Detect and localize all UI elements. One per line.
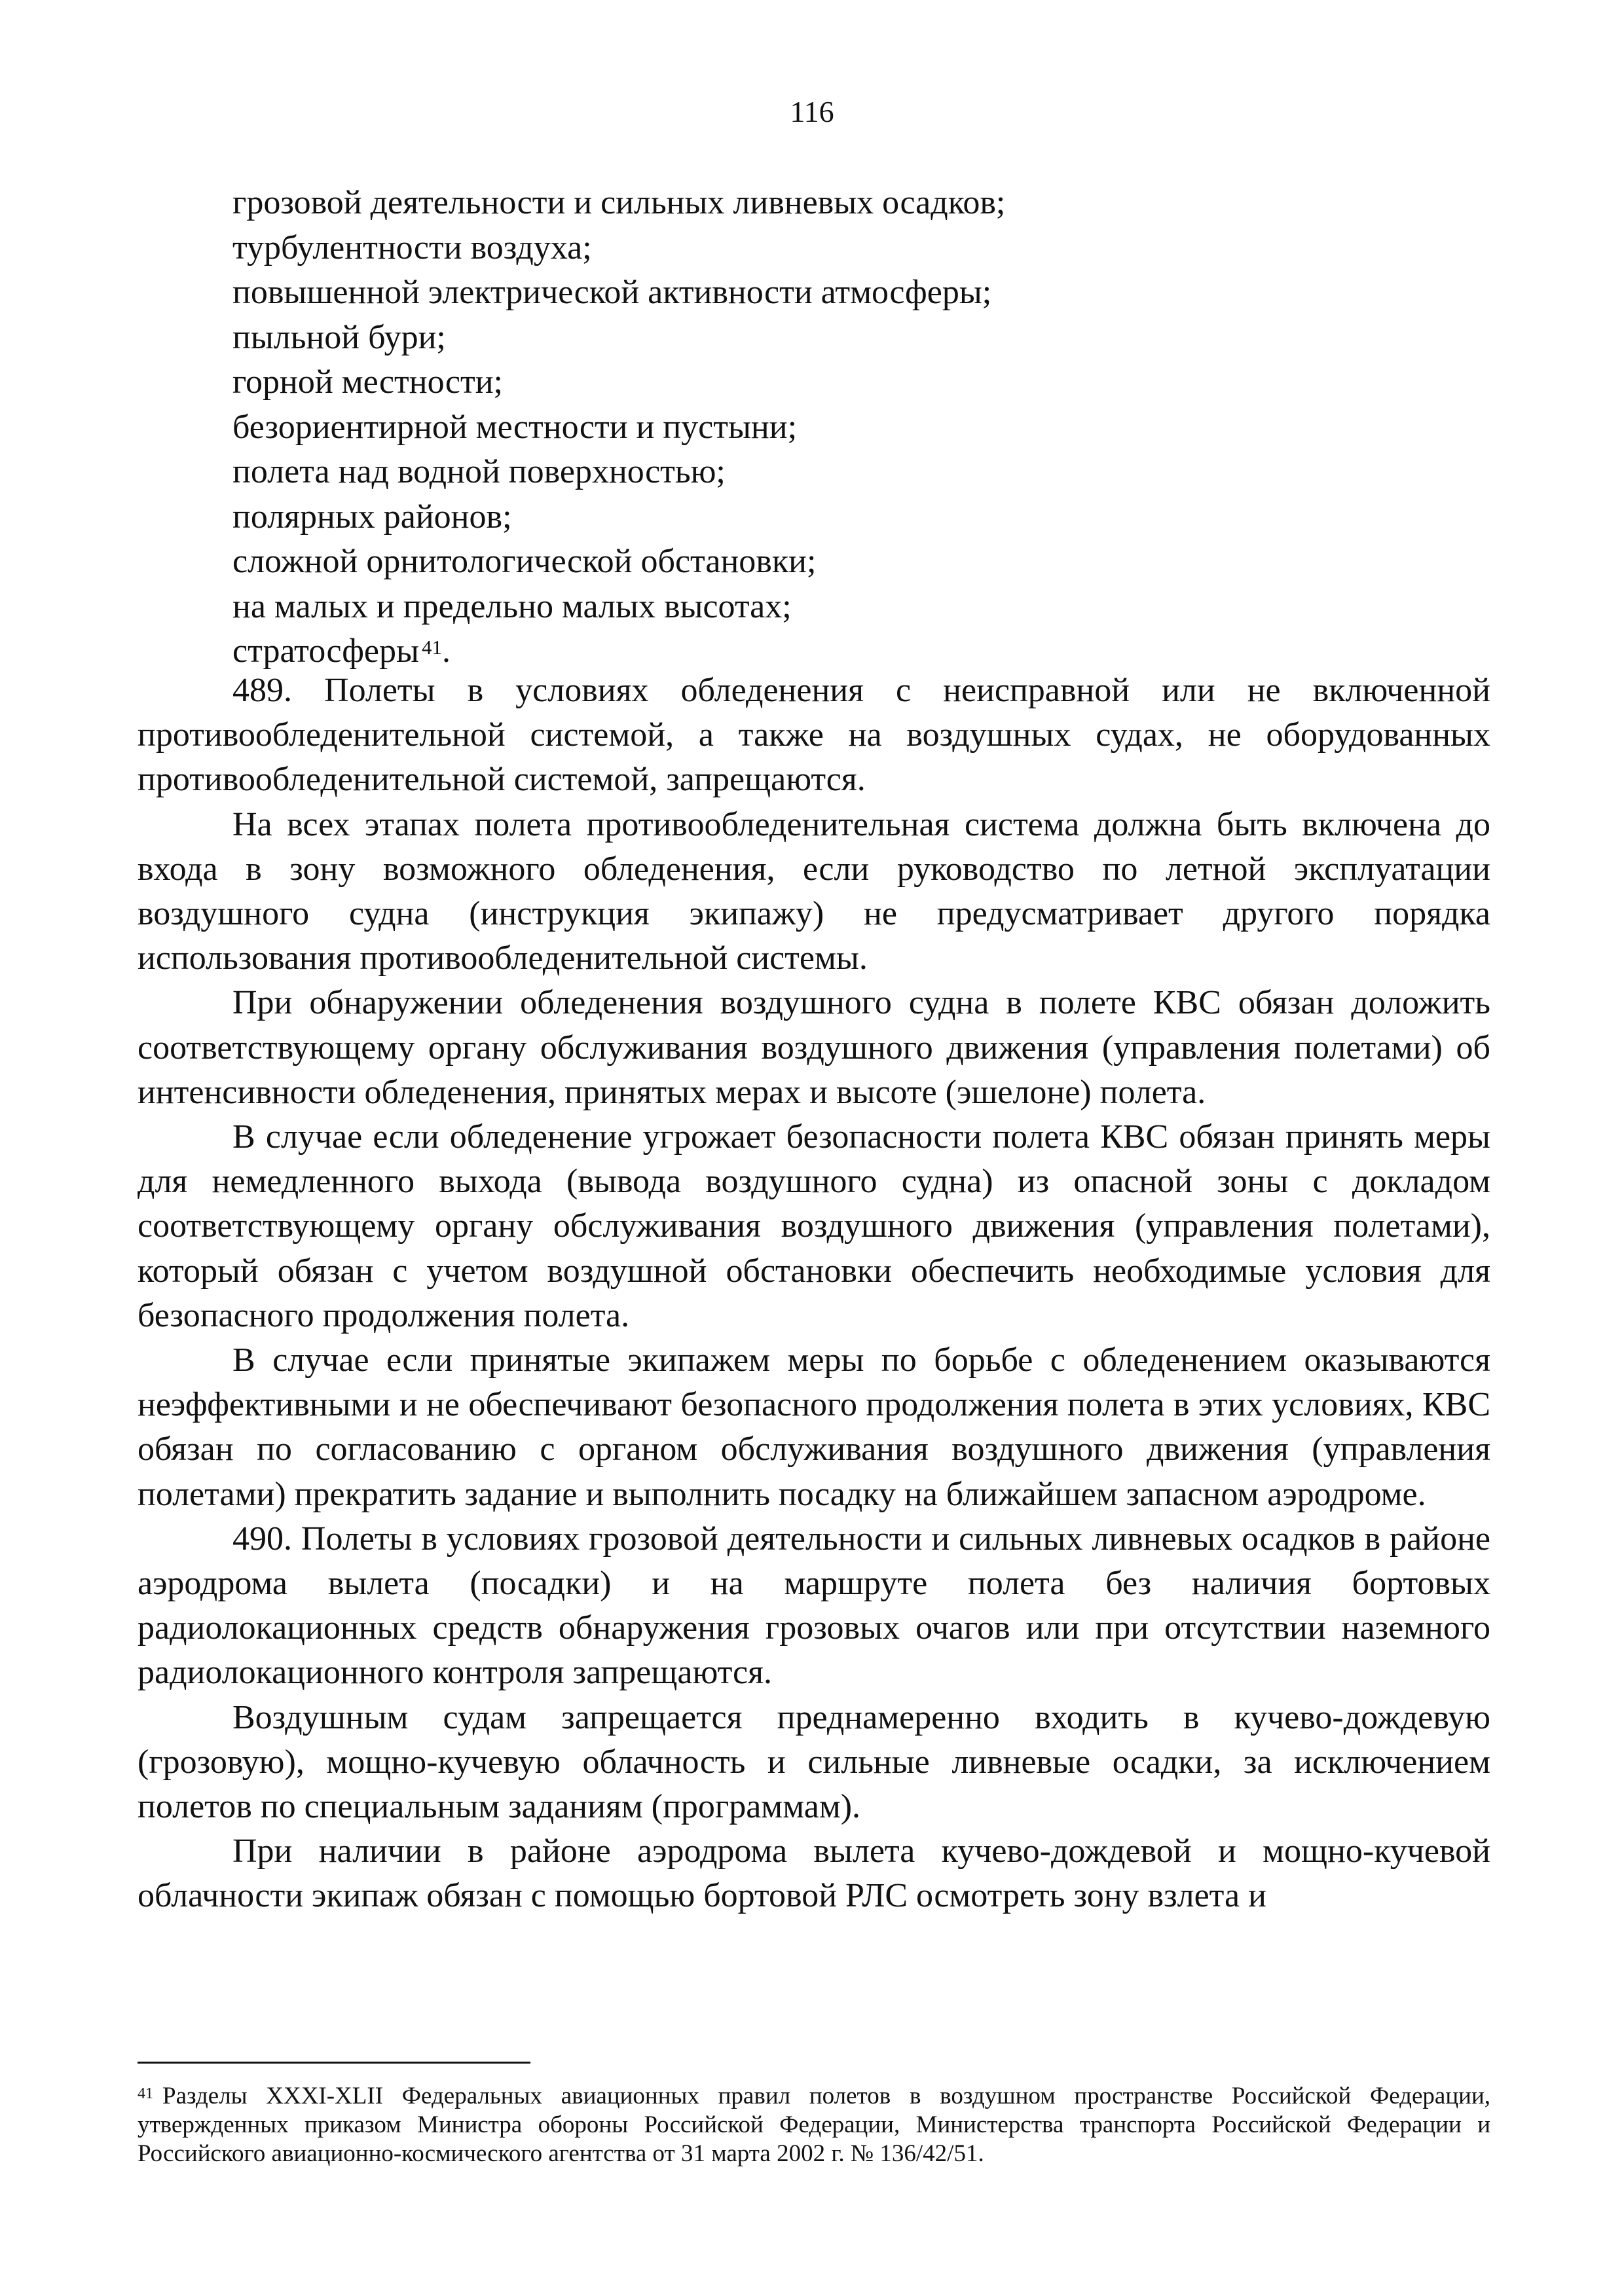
list-item: горной местности;: [232, 363, 503, 401]
list-item-text: стратосферы: [232, 632, 419, 670]
paragraph: При обнаружении обледенения воздушного судна в полете КВС обязан доложить соответствующему органу обслуживания воздушного движения (управления полетами) об интенсивности обледенения, принятых мерах и высоте (эшелоне) полета.: [138, 984, 1490, 1111]
paragraph: При наличии в районе аэродрома вылета кучево-дождевой и мощно-кучевой облачности экипаж обязан с помощью бортовой РЛС осмотреть зону взлета и: [138, 1832, 1490, 1915]
list-item: турбулентности воздуха;: [232, 228, 592, 266]
list-item: на малых и предельно малых высотах;: [232, 587, 792, 625]
paragraph: В случае если обледенение угрожает безопасности полета КВС обязан принять меры для немедленного выхода (вывода воздушного судна) из опасной зоны с докладом соответствующему органу обслуживания воздушного движения (управления полетами), который обязан с учетом воздушной обстановки обеспечить необходимые условия для безопасного продолжения полета.: [138, 1118, 1490, 1334]
list-item: пыльной бури;: [232, 318, 446, 356]
footnote-text: Разделы XXXI-XLII Федеральных авиационных правил полетов в воздушном пространстве Российской Федерации, утвержденных приказом Министра обороны Российской Федерации, Министерства транспорта Российской Федерации и Российского авиационно-космического агентства от 31 марта 2002 г. № 136/42/51.: [138, 2083, 1490, 2167]
body-text: [138, 668, 1490, 1919]
list-item: полярных районов;: [232, 498, 512, 536]
conditions-list: [232, 181, 1477, 674]
paragraph: На всех этапах полета противообледенительная система должна быть включена до входа в зону возможного обледенения, если руководство по летной эксплуатации воздушного судна (инструкция экипажу) не предусматривает другого порядка использования противообледенительной системы.: [138, 805, 1490, 977]
list-item: грозовой деятельности и сильных ливневых осадков;: [232, 184, 1006, 221]
list-item: безориентирной местности и пустыни;: [232, 408, 798, 446]
list-item: полета над водной поверхностью;: [232, 453, 726, 490]
list-item: сложной орнитологической обстановки;: [232, 543, 817, 580]
footnote-divider: [138, 2062, 530, 2064]
footnote-marker: 41: [138, 2085, 153, 2102]
paragraph-489: 489. Полеты в условиях обледенения с неисправной или не включенной противообледенительной системой, а также на воздушных судах, не оборудованных противообледенительной системой, запрещаются.: [138, 672, 1490, 799]
list-item-last: [232, 629, 1477, 674]
paragraph: Воздушным судам запрещается преднамеренно входить в кучево-дождевую (грозовую), мощно-кучевую облачность и сильные ливневые осадки, за исключением полетов по специальным заданиям (программам).: [138, 1698, 1490, 1826]
footnote-reference[interactable]: 41: [421, 636, 442, 659]
footnote: [138, 2082, 1490, 2168]
paragraph: В случае если принятые экипажем меры по борьбе с обледенением оказываются неэффективными и не обеспечивают безопасного продолжения полета в этих условиях, КВС обязан по согласованию с органом обслуживания воздушного движения (управления полетами) прекратить задание и выполнить посадку на ближайшем запасном аэродроме.: [138, 1341, 1490, 1513]
list-item: повышенной электрической активности атмосферы;: [232, 274, 992, 311]
paragraph-490: 490. Полеты в условиях грозовой деятельности и сильных ливневых осадков в районе аэродрома вылета (посадки) и на маршруте полета без наличия бортовых радиолокационных средств обнаружения грозовых очагов или при отсутствии наземного радиолокационного контроля запрещаются.: [138, 1520, 1490, 1692]
page-number: 116: [790, 95, 834, 128]
list-item-end: .: [441, 632, 451, 670]
